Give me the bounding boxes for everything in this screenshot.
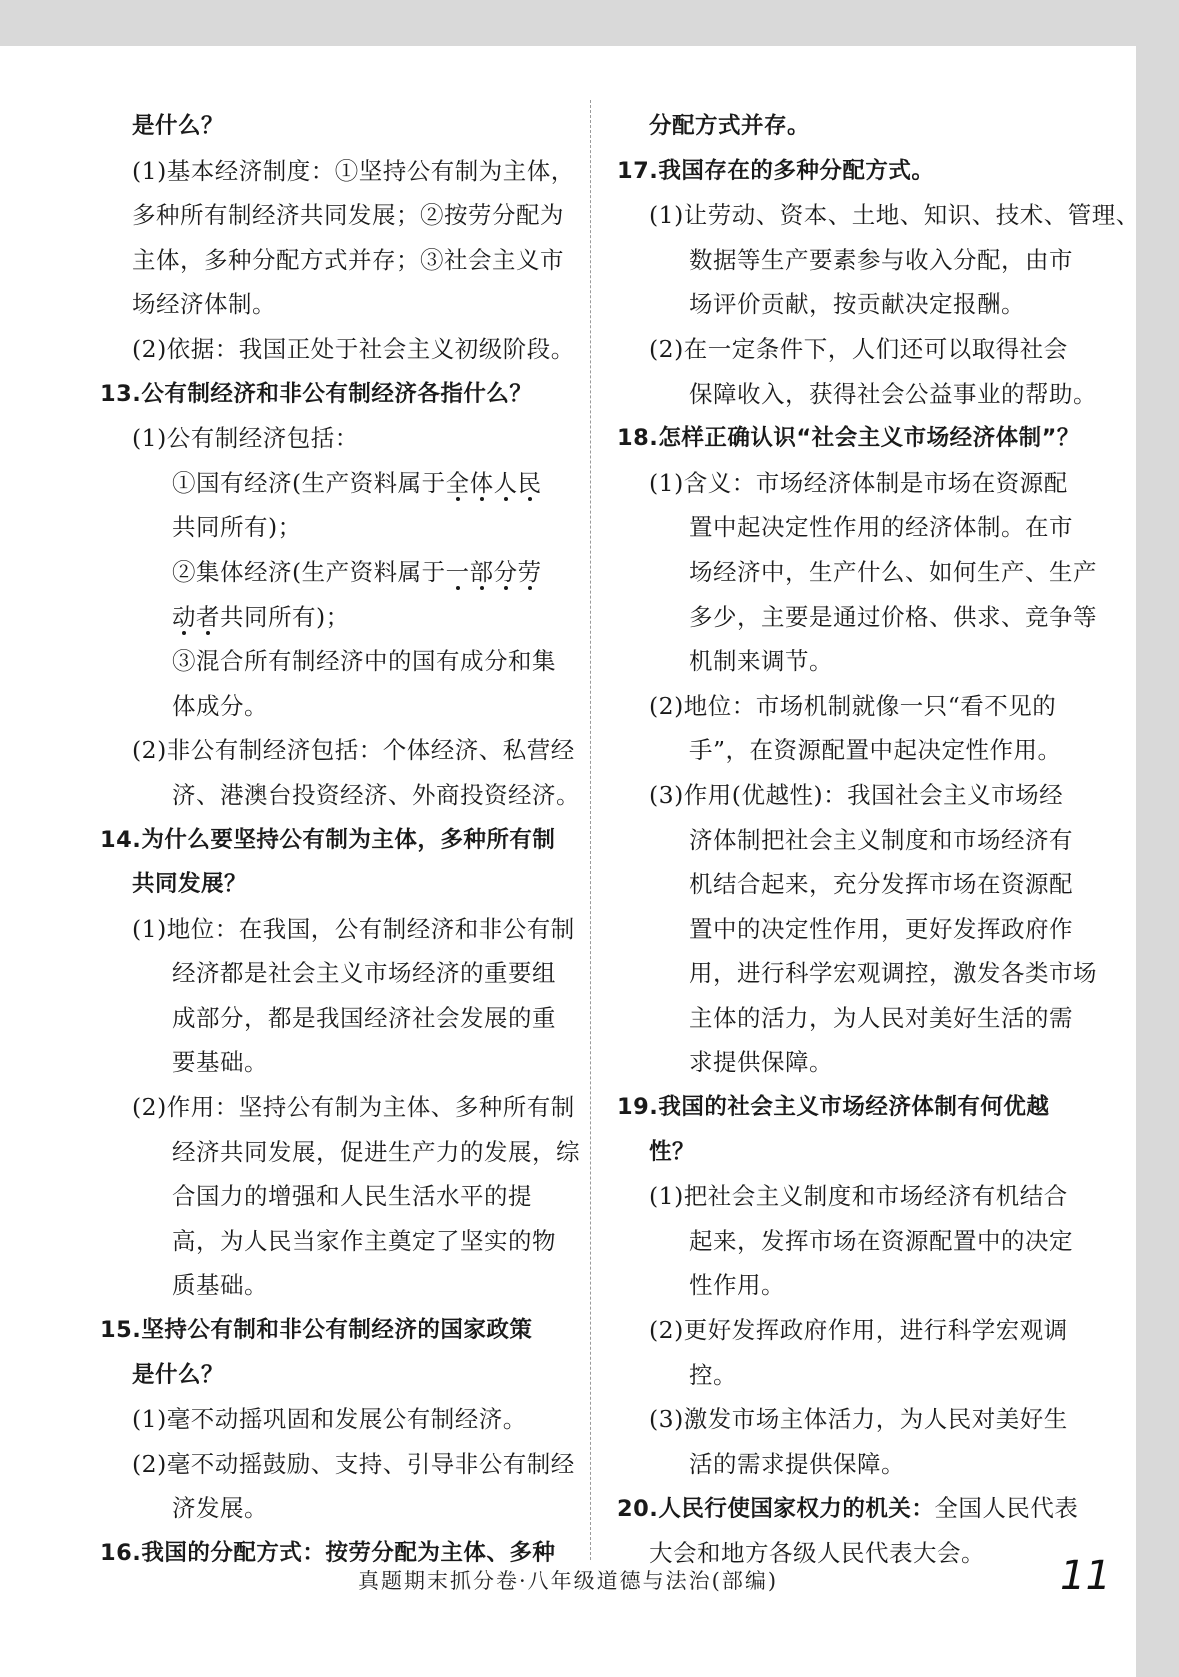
text-line: (2)更好发挥政府作用，进行科学宏观调 <box>649 1316 1068 1345</box>
text-line: 置中起决定性作用的经济体制。在市 <box>689 513 1073 542</box>
text-line: 济、港澳台投资经济、外商投资经济。 <box>172 780 580 809</box>
text-line: 济发展。 <box>172 1494 268 1523</box>
text-line: 场经济体制。 <box>132 290 276 319</box>
left-column <box>100 104 580 1576</box>
text-line: ③混合所有制经济中的国有成分和集 <box>172 647 556 676</box>
page-footer: 真题期末抓分卷·八年级道德与法治(部编) <box>357 1569 779 1593</box>
text-line: 主体的活力，为人民对美好生活的需 <box>689 1003 1073 1032</box>
emphasis-char: 分 <box>493 557 518 586</box>
emphasis-char: 部 <box>469 557 494 586</box>
text-line: 动者共同所有)； <box>172 602 350 631</box>
text-line: ②集体经济(生产资料属于一部分劳 <box>172 557 542 586</box>
text-line: (2)地位：市场机制就像一只“看不见的 <box>649 691 1057 720</box>
text-line: (1)基本经济制度：①坚持公有制为主体， <box>132 156 575 185</box>
text-line: 场经济中，生产什么、如何生产、生产 <box>689 557 1097 586</box>
emphasis-char: 民 <box>517 468 542 497</box>
text-line: 共同所有)； <box>172 513 302 542</box>
emphasis-dotted-text <box>446 469 542 497</box>
emphasis-char: 动 <box>172 602 196 631</box>
text-line: (3)激发市场主体活力，为人民对美好生 <box>649 1405 1068 1434</box>
emphasis-char: 劳 <box>517 557 542 586</box>
question-14: 14.为什么要坚持公有制为主体，多种所有制 <box>100 826 556 853</box>
text-line: 要基础。 <box>172 1048 268 1077</box>
text-line: 合国力的增强和人民生活水平的提 <box>172 1182 532 1211</box>
text-line: 置中的决定性作用，更好发挥政府作 <box>689 914 1073 943</box>
emphasis-dotted-text <box>172 603 220 631</box>
text-line: 控。 <box>689 1360 737 1389</box>
emphasis-char: 体 <box>469 468 494 497</box>
emphasis-char: 人 <box>493 468 518 497</box>
question-15: 15.坚持公有制和非公有制经济的国家政策 <box>100 1317 533 1344</box>
text-line: 体成分。 <box>172 691 268 720</box>
text-line: 手”，在资源配置中起决定性作用。 <box>689 736 1062 765</box>
text-line: (2)在一定条件下，人们还可以取得社会 <box>649 334 1068 363</box>
text-line: 质基础。 <box>172 1271 268 1300</box>
text-line: (1)公有制经济包括： <box>132 424 359 453</box>
text-line: (2)非公有制经济包括：个体经济、私营经 <box>132 736 575 765</box>
emphasis-char: 全 <box>445 468 470 497</box>
emphasis-char: 者 <box>196 602 220 631</box>
text-line: (1)让劳动、资本、土地、知识、技术、管理、 <box>649 201 1140 230</box>
text-line: 性作用。 <box>689 1271 785 1300</box>
question-19-cont: 性？ <box>649 1138 696 1165</box>
text-line: 大会和地方各级人民代表大会。 <box>649 1539 985 1567</box>
text-line: (3)作用(优越性)：我国社会主义市场经 <box>649 780 1064 809</box>
text-line: 活的需求提供保障。 <box>689 1449 905 1478</box>
question-19: 19.我国的社会主义市场经济体制有何优越 <box>617 1094 1050 1121</box>
question-18: 18.怎样正确认识“社会主义市场经济体制”？ <box>617 425 1080 452</box>
text-line: 济体制把社会主义制度和市场经济有 <box>689 825 1073 854</box>
question-17: 17.我国存在的多种分配方式。 <box>617 157 935 184</box>
text-line: 主体，多种分配方式并存；③社会主义市 <box>132 245 564 274</box>
text-line: 成部分，都是我国经济社会发展的重 <box>172 1003 556 1032</box>
text-line: (1)地位：在我国，公有制经济和非公有制 <box>132 914 575 943</box>
question-16-cont: 分配方式并存。 <box>649 113 811 139</box>
text-line: 多少，主要是通过价格、供求、竞争等 <box>689 602 1097 631</box>
text-line: (2)毫不动摇鼓励、支持、引导非公有制经 <box>132 1449 575 1478</box>
emphasis-dotted-text <box>446 558 542 586</box>
text-line: ①国有经济(生产资料属于全体人民 <box>172 468 542 497</box>
question-16: 16.我国的分配方式：按劳分配为主体、多种 <box>100 1540 556 1566</box>
text-line: 机制来调节。 <box>689 647 833 676</box>
column-divider <box>590 100 591 1560</box>
question-15-cont: 是什么？ <box>132 1361 225 1388</box>
text-line: 用，进行科学宏观调控，激发各类市场 <box>689 959 1097 988</box>
text-line: 保障收入，获得社会公益事业的帮助。 <box>689 379 1097 408</box>
text-line: (2)作用：坚持公有制为主体、多种所有制 <box>132 1093 575 1122</box>
text-line: 多种所有制经济共同发展；②按劳分配为 <box>132 201 564 230</box>
page-number: 11 <box>1060 1553 1111 1599</box>
question-14-cont: 共同发展？ <box>132 871 248 898</box>
text-line: (2)依据：我国正处于社会主义初级阶段。 <box>132 334 575 363</box>
text-line: 经济共同发展，促进生产力的发展，综 <box>172 1137 580 1166</box>
text-line: 是什么？ <box>132 113 225 139</box>
emphasis-char: 一 <box>445 557 470 586</box>
text-line: 数据等生产要素参与收入分配，由市 <box>689 245 1073 274</box>
text-line: 经济都是社会主义市场经济的重要组 <box>172 959 556 988</box>
text-line: 场评价贡献，按贡献决定报酬。 <box>689 290 1025 319</box>
question-13: 13.公有制经济和非公有制经济各指什么？ <box>100 380 533 407</box>
text-line: 机结合起来，充分发挥市场在资源配 <box>689 870 1073 899</box>
text-line: (1)含义：市场经济体制是市场在资源配 <box>649 468 1068 497</box>
text-line: 高，为人民当家作主奠定了坚实的物 <box>172 1226 556 1255</box>
text-line: 求提供保障。 <box>689 1048 833 1077</box>
question-20: 20.人民行使国家权力的机关：全国人民代表 <box>617 1494 1079 1523</box>
text-line: 起来，发挥市场在资源配置中的决定 <box>689 1226 1073 1255</box>
text-line: (1)毫不动摇巩固和发展公有制经济。 <box>132 1405 527 1434</box>
text-line: (1)把社会主义制度和市场经济有机结合 <box>649 1182 1068 1211</box>
